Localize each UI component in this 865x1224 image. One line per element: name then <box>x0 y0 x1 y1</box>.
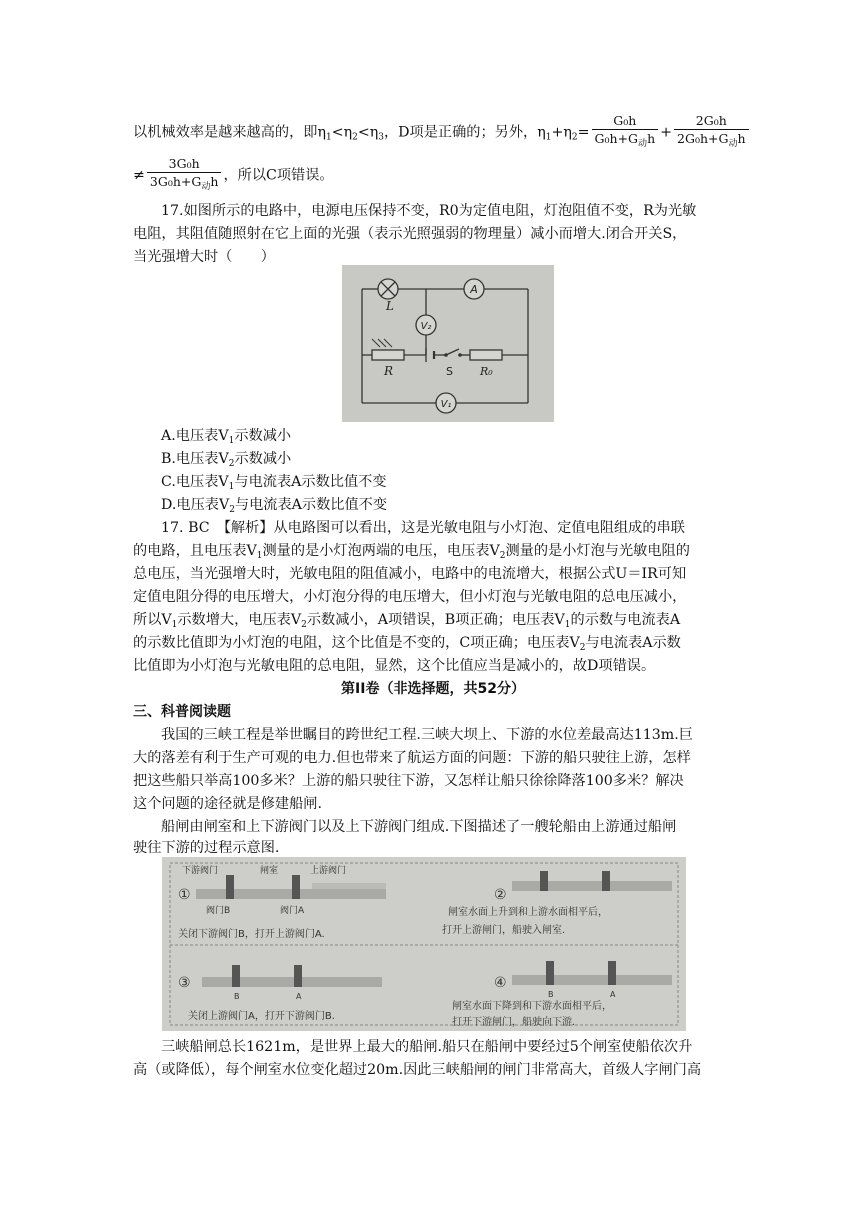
voltmeter-v2-label: V₂ <box>420 321 432 332</box>
resistor-r0-label: R₀ <box>480 365 493 378</box>
gate-b-mark-3: B <box>234 992 240 1001</box>
answer-line3: 总电压，当光强增大时，光敏电阻的阻值减小，电路中的电流增大，根据公式U＝IR可知 <box>133 566 687 582</box>
answer-line6: 的示数比值即为小灯泡的电阻，这个比值是不变的，C项正确；电压表$V_2$与电流表A示数 <box>133 635 681 653</box>
reading-line7: 三峡船闸总长1621m，是世界上最大的船闸.船只在船闸中要经过5个闸室使船依次升 <box>161 1039 693 1055</box>
option-b: B.电压表$V_2$示数减小 <box>161 451 292 469</box>
answer-line5: 所以$V_1$示数增大，电压表$V_2$示数减小，A项错误，B项正确；电压表$V_1$的示数与电流表A <box>133 612 681 630</box>
voltmeter-v1-label: V₁ <box>440 399 452 410</box>
switch-icon <box>444 349 462 357</box>
answer-line7: 比值即为小灯泡与光敏电阻的总电阻，显然，这个比值应当是减小的，故D项错误。 <box>133 658 656 674</box>
question-17-line1: 17.如图所示的电路中，电源电压保持不变，R0为定值电阻，灯泡阻值不变，R为光敏 <box>161 203 697 219</box>
question-17-line3: 当光强增大时（ ） <box>133 249 275 265</box>
text-line-not-equal: ≠ $\frac{\text{3G₀h}}{3G_0h+G_动h}$ ，所以C项错误。 <box>133 156 733 195</box>
step-2-caption-line2: 打开上游闸门，船驶入闸室. <box>442 925 566 936</box>
gate-b-label: 阀门B <box>206 906 231 916</box>
step-2-caption-line1: 闸室水面上升到和上游水面相平后， <box>448 907 608 918</box>
text-line-efficiency: 以机械效率是越来越高的，即$\eta_1<\eta_2<\eta_3$，D项是正确的；另外，$\eta_1+\eta_2=$ $\frac{\text{G₀h}}{G_0h+G_动h}$ + $\frac{\text{2G₀h}}{2G_0h+G_动h}$ <box>133 113 733 152</box>
chamber-label: 闸室 <box>260 866 279 876</box>
gate-b-mark-4: B <box>548 990 554 999</box>
option-c: C.电压表$V_1$与电流表A示数比值不变 <box>161 474 387 492</box>
reading-line5: 船闸由闸室和上下游阀门以及上下游阀门组成.下图描述了一艘轮船由上游通过船闸 <box>161 819 677 835</box>
battery-icon <box>426 348 434 362</box>
step-3-number: ③ <box>178 975 191 991</box>
step-1-caption: 关闭下游阀门B，打开上游阀门A. <box>178 929 325 940</box>
question-17-line2: 电阻，其阻值随照射在它上面的光强（表示光照强弱的物理量）减小而增大.闭合开关S， <box>133 226 687 242</box>
step-4-caption-line1: 闸室水面下降到和下游水面相平后， <box>452 1001 612 1012</box>
step-3-caption: 关闭上游阀门A，打开下游阀门B. <box>188 1011 335 1022</box>
down-gate-label: 下游阀门 <box>182 866 219 876</box>
lamp-icon <box>378 279 398 299</box>
section-ii-title: 第II卷（非选择题，共52分） <box>341 681 525 697</box>
option-d: D.电压表$V_2$与电流表A示数比值不变 <box>161 497 388 515</box>
fraction-2: $\frac{\text{2G₀h}}{2G_0h+G_动h}$ <box>674 113 749 152</box>
reading-line6: 驶往下游的过程示意图. <box>133 840 280 856</box>
circuit-diagram <box>342 265 554 422</box>
gate-a-mark-4: A <box>610 990 616 999</box>
section-3-heading: 三、科普阅读题 <box>133 704 231 720</box>
option-a: A.电压表$V_1$示数减小 <box>161 428 292 446</box>
reading-line8: 高（或降低），每个闸室水位变化超过20m.因此三峡船闸的闸门非常高大，首级人字闸门高 <box>133 1062 702 1078</box>
reading-line2: 大的落差有利于生产可观的电力.但也带来了航运方面的问题：下游的船只驶往上游，怎样 <box>133 750 691 766</box>
step-2-number: ② <box>494 887 507 903</box>
circuit-svg <box>342 265 554 422</box>
fraction-1: $\frac{\text{G₀h}}{G_0h+G_动h}$ <box>592 113 659 152</box>
switch-label: S <box>446 365 453 378</box>
lamp-label: L <box>386 299 394 313</box>
answer-line2: 的电路，且电压表$V_1$测量的是小灯泡两端的电压，电压表$V_2$测量的是小灯泡与光敏电阻的 <box>133 543 690 561</box>
resistor-r0-icon <box>470 350 502 360</box>
up-gate-label: 上游阀门 <box>310 866 347 876</box>
reading-line4: 这个问题的途径就是修建船闸. <box>133 796 322 812</box>
ammeter-label: A <box>470 283 478 296</box>
photoresistor-label: R <box>384 364 394 378</box>
reading-line3: 把这些船只举高100多米？上游的船只驶往下游，又怎样让船只徐徐降落100多米？解决 <box>133 773 684 789</box>
photoresistor-icon <box>372 339 404 360</box>
gate-a-mark-3: A <box>296 992 302 1001</box>
step-4-caption-line2: 打开下游闸门，船驶向下游. <box>452 1017 576 1028</box>
answer-line1: 17. BC 【解析】从电路图可以看出，这是光敏电阻与小灯泡、定值电阻组成的串联 <box>161 520 685 536</box>
ship-lock-svg <box>162 857 686 1031</box>
fraction-3: $\frac{\text{3G₀h}}{3G_0h+G_动h}$ <box>147 156 222 195</box>
gate-a-label: 阀门A <box>280 906 305 916</box>
step-4-number: ④ <box>494 975 507 991</box>
ship-lock-diagram <box>162 857 686 1031</box>
answer-line4: 定值电阻分得的电压增大，小灯泡分得的电压增大，但小灯泡与光敏电阻的总电压减小， <box>133 589 687 605</box>
reading-line1: 我国的三峡工程是举世瞩目的跨世纪工程.三峡大坝上、下游的水位差最高达113m.巨 <box>161 727 693 743</box>
step-1-number: ① <box>178 887 191 903</box>
